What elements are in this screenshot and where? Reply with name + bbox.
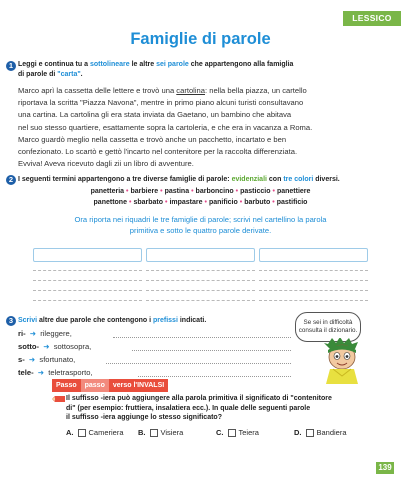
boy-illustration-icon bbox=[318, 338, 368, 384]
word[interactable]: pasticcio bbox=[240, 188, 271, 195]
option-b[interactable]: B. Visiera bbox=[138, 428, 184, 437]
primitive-word-label[interactable] bbox=[33, 248, 142, 262]
option-a[interactable]: A. Cameriera bbox=[66, 428, 124, 437]
word[interactable]: pastificio bbox=[276, 199, 308, 206]
word[interactable]: barboncino bbox=[195, 188, 234, 195]
word[interactable]: pastina bbox=[164, 188, 190, 195]
prefix-row: s- ➜ sfortunato, bbox=[18, 355, 75, 364]
story-line: nel suo stesso quartiere, esattamente sopra la cartoleria, e che era in vacanza a Roma. bbox=[18, 122, 313, 132]
exercise-1-number: 1 bbox=[6, 61, 16, 71]
word-list-row-1: panetteria • barbiere • pastina • barboncino • pasticcio • panettiere bbox=[90, 188, 311, 195]
story-line: confezionato. Lo scartò e gettò l'incarto nel contenitore per la raccolta differenziata. bbox=[18, 147, 298, 157]
exercise-1-story bbox=[18, 85, 366, 170]
invalsi-question: Il suffisso -iera può aggiungere alla parola primitiva il significato di "contenitore di" (per esempio: fruttiera, insalatiera ecc.). In quale delle seguenti parole il suffisso -iera aggiunge lo stesso significato? bbox=[66, 395, 332, 421]
pencil-icon bbox=[52, 396, 65, 402]
story-line: Marco aprì la cassetta delle lettere e trovò una cartolina: nella bella piazza, un cartello bbox=[18, 86, 307, 95]
exercise-3-instruction: Scrivi altre due parole che contengono i prefissi indicati. bbox=[18, 317, 207, 324]
invalsi-badge: Passo passo verso l'INVALSI bbox=[52, 379, 168, 392]
family-box-1[interactable] bbox=[33, 248, 142, 308]
option-checkbox[interactable] bbox=[228, 429, 236, 437]
primitive-word-label[interactable] bbox=[259, 248, 368, 262]
story-line: Evviva! Aveva ricevuto dagli zii un libro di avventure. bbox=[18, 159, 194, 169]
exercise-2-followup-2: primitiva e sotto le quattro parole derivate. bbox=[129, 226, 272, 235]
answer-line[interactable] bbox=[132, 350, 291, 351]
word-list-row-2: panettone • sbarbato • impastare • panificio • barbuto • pastificio bbox=[93, 199, 308, 206]
answer-line[interactable] bbox=[106, 363, 291, 364]
section-tag: LESSICO bbox=[343, 11, 401, 26]
answer-line[interactable] bbox=[113, 337, 291, 338]
prefix-row: ri- ➜ rileggere, bbox=[18, 329, 72, 338]
story-line: Marco guardò meglio nella cassetta e trovò anche un pacchetto, incartato e ben bbox=[18, 134, 287, 144]
story-line: riportava la scritta "Piazza Navona", mentre in primo piano alcuni turisti consultavano bbox=[18, 98, 304, 108]
hint-speech-bubble: Se sei in difficoltà consulta il dizionario. bbox=[295, 312, 361, 342]
word[interactable]: panetteria bbox=[90, 188, 125, 195]
exercise-3-number: 3 bbox=[6, 316, 16, 326]
page-title: Famiglie di parole bbox=[130, 30, 271, 48]
exercise-2-followup-1: Ora riporta nei riquadri le tre famiglie di parole; scrivi nel cartellino la parola bbox=[74, 215, 327, 224]
prefix-row: sotto- ➜ sottosopra, bbox=[18, 342, 91, 351]
option-checkbox[interactable] bbox=[78, 429, 86, 437]
page-number: 139 bbox=[376, 462, 394, 474]
exercise-2-instruction: I seguenti termini appartengono a tre diverse famiglie di parole: evidenziali con tre colori diversi. bbox=[18, 176, 340, 183]
word[interactable]: sbarbato bbox=[133, 199, 163, 206]
story-line: una cartina. La cartolina gli era stata inviata da Gaetano, un bambino che abitava bbox=[18, 110, 292, 120]
word[interactable]: panettone bbox=[93, 199, 127, 206]
word[interactable]: panificio bbox=[208, 199, 238, 206]
word[interactable]: impastare bbox=[169, 199, 203, 206]
word[interactable]: barbuto bbox=[244, 199, 271, 206]
exercise-2-number: 2 bbox=[6, 175, 16, 185]
option-d[interactable]: D. Bandiera bbox=[294, 428, 347, 437]
option-checkbox[interactable] bbox=[150, 429, 158, 437]
option-checkbox[interactable] bbox=[306, 429, 314, 437]
primitive-word-label[interactable] bbox=[146, 248, 255, 262]
option-c[interactable]: C. Teiera bbox=[216, 428, 259, 437]
answer-line[interactable] bbox=[138, 376, 291, 377]
exercise-1-instruction: Leggi e continua tu a sottolineare le altre sei parole che appartengono alla famiglia di parole di "carta". bbox=[18, 61, 294, 78]
family-box-2[interactable] bbox=[146, 248, 255, 308]
word[interactable]: panettiere bbox=[276, 188, 311, 195]
prefix-row: tele- ➜ teletrasporto, bbox=[18, 368, 93, 377]
word[interactable]: barbiere bbox=[130, 188, 159, 195]
family-box-3[interactable] bbox=[259, 248, 368, 308]
